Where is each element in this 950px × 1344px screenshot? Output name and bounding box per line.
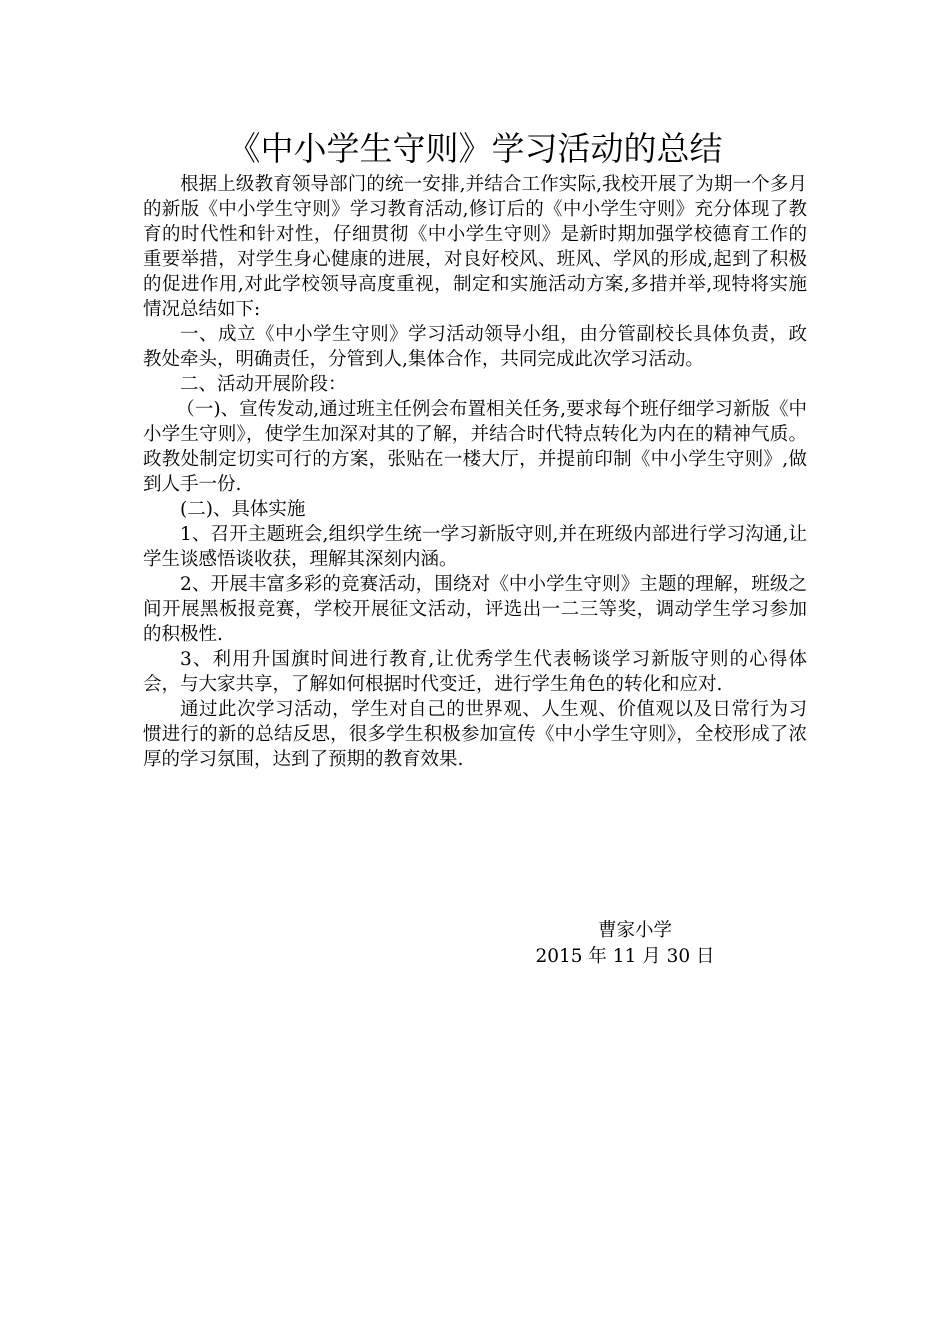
paragraph-subsection-1: （一)、宣传发动,通过班主任例会布置相关任务,要求每个班仔细学习新版《中小学生守则》，使学生加深对其的了解，并结合时代特点转化为内在的精神气质。政教处制定切实可行的方案，张贴在一楼大厅，并提前印制《中小学生守则》,做到人手一份. <box>143 399 807 495</box>
paragraph-conclusion: 通过此次学习活动，学生对自己的世界观、人生观、价值观以及日常行为习惯进行的新的总结反思，很多学生积极参加宣传《中小学生守则》，全校形成了浓厚的学习氛围，达到了预期的教育效果. <box>143 699 807 770</box>
paragraph-intro: 根据上级教育领导部门的统一安排,并结合工作实际,我校开展了为期一个多月的新版《中小学生守则》学习教育活动,修订后的《中小学生守则》充分体现了教育的时代性和针对性，仔细贯彻《中小学生守则》是新时期加强学校德育工作的重要举措，对学生身心健康的进展，对良好校风、班风、学风的形成,起到了积极的促进作用,对此学校领导高度重视，制定和实施活动方案,多措并举,现特将实施情况总结如下: <box>143 174 807 320</box>
document-title: 《中小学生守则》学习活动的总结 <box>227 129 723 168</box>
paragraph-item-2: 2、开展丰富多彩的竞赛活动，围绕对《中小学生守则》主题的理解，班级之间开展黑板报竞赛，学校开展征文活动，评选出一二三等奖，调动学生学习参加的积极性. <box>143 574 807 645</box>
paragraph-section-1: 一、成立《中小学生守则》学习活动领导小组，由分管副校长具体负责，政教处牵头，明确责任，分管到人,集体合作，共同完成此次学习活动。 <box>143 324 807 370</box>
paragraph-item-1: 1、召开主题班会,组织学生统一学习新版守则,并在班级内部进行学习沟通,让学生谈感悟谈收获，理解其深刻内涵。 <box>143 524 807 570</box>
paragraph-section-2-heading: 二、活动开展阶段： <box>180 374 347 395</box>
signature-organization: 曹家小学 <box>597 920 672 941</box>
paragraph-subsection-2-heading: (二)、具体实施 <box>180 499 306 520</box>
signature-date: 2015 年 11 月 30 日 <box>535 946 715 967</box>
document-body <box>143 172 807 772</box>
paragraph-item-3: 3、利用升国旗时间进行教育,让优秀学生代表畅谈学习新版守则的心得体会，与大家共享，了解如何根据时代变迁，进行学生角色的转化和应对. <box>143 649 807 695</box>
